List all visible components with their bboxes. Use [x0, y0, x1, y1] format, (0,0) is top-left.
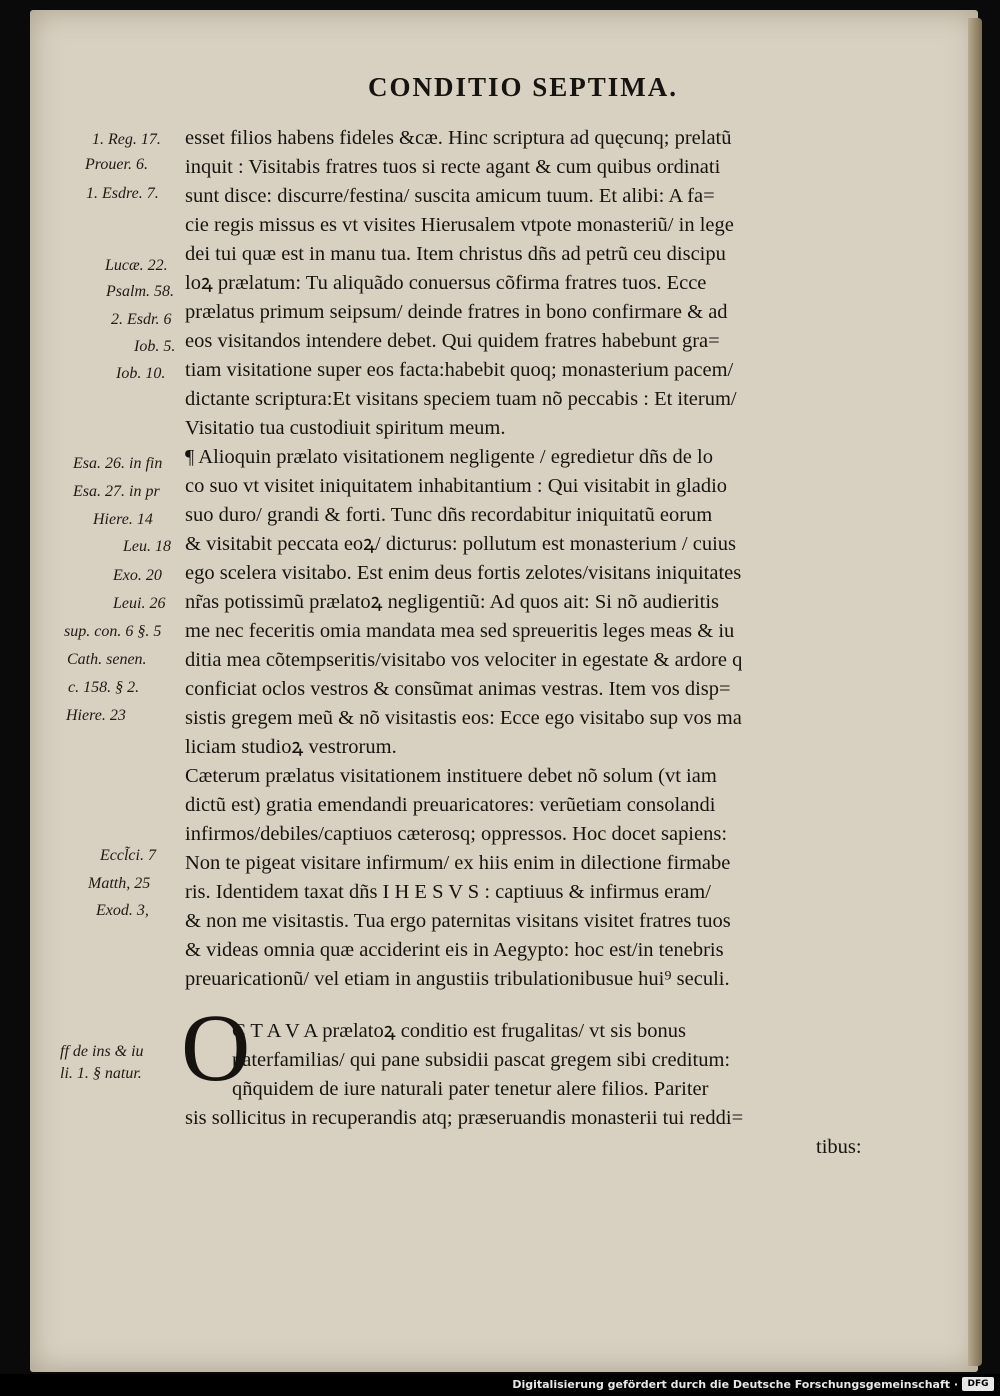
text-line: esset filios habens fideles &cæ. Hinc scriptura ad quęcunq; prelatũ	[185, 127, 732, 149]
running-head: CONDITIO SEPTIMA.	[368, 72, 679, 102]
marginal-note: li. 1. § natur.	[60, 1065, 142, 1082]
text-line: conficiat oclos vestros & consũmat animas vestras. Item vos disp=	[185, 678, 731, 700]
text-line: preuaricationũ/ vel etiam in angustiis tribulationibusue hui⁹ seculi.	[185, 968, 730, 990]
marginal-note: Esa. 27. in pr	[73, 483, 160, 500]
text-line: co suo vt visitet iniquitatem inhabitantium : Qui visitabit in gladio	[185, 475, 728, 497]
text-line: me nec feceritis omia mandata mea sed spreueritis leges meas & iu	[185, 620, 735, 642]
text-line: liciam studioꝝ vestrorum.	[185, 736, 397, 758]
marginal-note: Leui. 26	[113, 595, 166, 612]
text-line: tiam visitatione super eos facta:habebit quoq; monasterium pacem/	[185, 359, 734, 381]
marginal-note: Eccl̃ci. 7	[100, 847, 156, 864]
marginal-note: ff de ins & iu	[60, 1043, 144, 1060]
text-line: ego scelera visitabo. Est enim deus fortis zelotes/visitans iniquitates	[185, 562, 742, 584]
drop-cap-initial: O	[181, 994, 251, 1101]
text-line: sunt disce: discurre/festina/ suscita amicum tuum. Et alibi: A fa=	[185, 185, 715, 207]
text-line: paterfamilias/ qui pane subsidii pascat gregem sibi creditum:	[232, 1049, 731, 1071]
text-line: dictante scriptura:Et visitans speciem tuam nõ peccabis : Et iterum/	[185, 388, 737, 410]
text-line: ¶ Alioquin prælato visitationem negligente / egredietur dñs de lo	[185, 446, 713, 468]
marginal-note: 2. Esdr. 6	[111, 311, 172, 328]
funding-credit: Digitalisierung gefördert durch die Deutsche Forschungsgemeinschaft ·	[512, 1378, 958, 1391]
text-line: sistis gregem meũ & nõ visitastis eos: Ecce ego visitabo sup vos ma	[185, 707, 742, 729]
text-line: qñquidem de iure naturali pater tenetur alere filios. Pariter	[232, 1078, 709, 1100]
text-line: nr̃as potissimũ prælatoꝝ negligentiũ: Ad quos ait: Si nõ audieritis	[185, 591, 719, 613]
marginal-note: 1. Reg. 17.	[92, 131, 161, 148]
text-line: ditia mea cõtempseritis/visitabo vos velociter in egestate & ardore q	[185, 649, 743, 671]
marginal-note: Hiere. 14	[93, 511, 153, 528]
marginal-note: Iob. 10.	[116, 365, 166, 382]
marginal-note: Leu. 18	[123, 538, 171, 555]
marginal-note: Esa. 26. in fin	[73, 455, 163, 472]
marginal-note: Hiere. 23	[66, 707, 126, 724]
text-line: eos visitandos intendere debet. Qui quidem fratres habebunt gra=	[185, 330, 720, 352]
text-line: & videas omnia quæ acciderint eis in Aegypto: hoc est/in tenebris	[185, 939, 724, 961]
dfg-logo-icon: DFG	[962, 1377, 994, 1391]
text-line: suo duro/ grandi & forti. Tunc dñs recordabitur iniquitatũ eorum	[185, 504, 713, 526]
text-line: loꝝ prælatum: Tu aliquãdo conuersus cõfirma fratres tuos. Ecce	[185, 272, 707, 294]
text-line: C T A V A prælatoꝝ conditio est frugalitas/ vt sis bonus	[232, 1020, 686, 1042]
marginal-note: Exo. 20	[113, 567, 162, 584]
text-line: tibus:	[816, 1136, 862, 1158]
text-line: prælatus primum seipsum/ deinde fratres in bono confirmare & ad	[185, 301, 728, 323]
marginal-note: 1. Esdre. 7.	[86, 185, 159, 202]
marginal-note: Cath. senen.	[67, 651, 147, 668]
text-line: Non te pigeat visitare infirmum/ ex hiis enim in dilectione firmabe	[185, 852, 731, 874]
text-line: dei tui quæ est in manu tua. Item christus dñs ad petrũ ceu discipu	[185, 243, 726, 265]
text-line: inquit : Visitabis fratres tuos si recte agant & cum quibus ordinati	[185, 156, 721, 178]
marginal-note: Matth, 25	[88, 875, 151, 892]
marginal-note: Exod. 3,	[96, 902, 149, 919]
marginal-note: Prouer. 6.	[85, 156, 148, 173]
text-line: cie regis missus es vt visites Hierusalem vtpote monasteriũ/ in lege	[185, 214, 734, 236]
marginal-note: sup. con. 6 §. 5	[64, 623, 162, 640]
text-line: & non me visitastis. Tua ergo paternitas visitans visitet fratres tuos	[185, 910, 731, 932]
text-line: Cæterum prælatus visitationem instituere debet nõ solum (vt iam	[185, 765, 717, 787]
marginal-note: Lucæ. 22.	[105, 257, 168, 274]
marginal-note: Psalm. 58.	[106, 283, 174, 300]
marginal-note: Iob. 5.	[134, 338, 176, 355]
marginal-note: c. 158. § 2.	[68, 679, 140, 696]
text-line: infirmos/debiles/captiuos cæterosq; oppressos. Hoc docet sapiens:	[185, 823, 728, 845]
text-line: & visitabit peccata eoꝝ/ dicturus: pollutum est monasterium / cuius	[185, 533, 737, 555]
text-line: ris. Identidem taxat dñs I H E S V S : captiuus & infirmus eram/	[185, 881, 711, 903]
text-line: dictũ est) gratia emendandi preuaricatores: verũetiam consolandi	[185, 794, 716, 816]
text-line: sis sollicitus in recuperandis atq; præseruandis monasterii tui reddi=	[185, 1107, 744, 1129]
text-line: Visitatio tua custodiuit spiritum meum.	[185, 417, 506, 439]
